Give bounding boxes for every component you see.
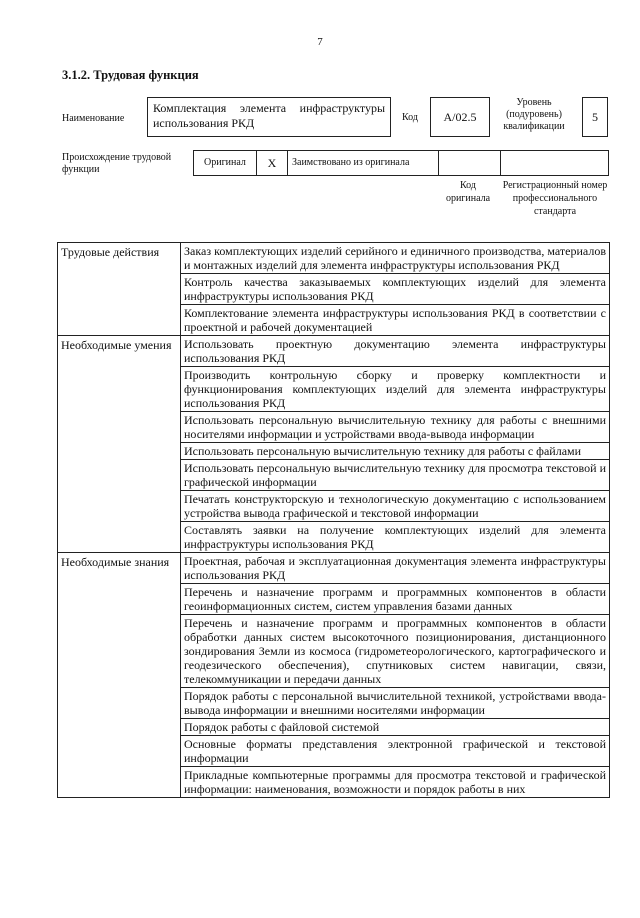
section-item: Проектная, рабочая и эксплуатационная документация элемента инфраструктуры использования РКД — [181, 553, 610, 584]
code-label: Код — [402, 112, 418, 123]
section-item: Использовать персональную вычислительную технику для работы с файлами — [181, 443, 610, 460]
section-item: Составлять заявки на получение комплектующих изделий для элемента инфраструктуры использования РКД — [181, 522, 610, 553]
original-mark-cell — [256, 150, 288, 176]
section-item: Перечень и назначение программ и программных компонентов в области геоинформационных систем, систем управления базами данных — [181, 584, 610, 615]
section-item: Заказ комплектующих изделий серийного и единичного производства, материалов и монтажных изделий для элемента инфраструктуры использования РКД — [181, 243, 610, 274]
reg-number-caption: Регистрационный номер профессионального стандарта — [502, 180, 608, 217]
section-title: Трудовые действия — [58, 243, 181, 336]
level-label: Уровень (подуровень) квалификации — [503, 97, 565, 132]
section-heading: 3.1.2. Трудовая функция — [62, 68, 199, 82]
table-row — [58, 553, 610, 584]
section-item: Контроль качества заказываемых комплектующих изделий для элемента инфраструктуры использования РКД — [181, 274, 610, 305]
table-row — [58, 336, 610, 367]
original-code-caption: Код оригинала — [445, 180, 491, 204]
reg-number-cell — [500, 150, 609, 176]
origin-label: Происхождение трудовой функции — [62, 152, 172, 175]
borrowed-label: Заимствовано из оригинала — [292, 157, 410, 168]
original-label-cell — [193, 150, 257, 176]
original-label: Оригинал — [204, 157, 246, 168]
level-value: 5 — [582, 97, 608, 137]
name-label: Наименование — [62, 113, 125, 124]
section-item: Основные форматы представления электронной графической и текстовой информации — [181, 736, 610, 767]
origin-row — [193, 150, 609, 176]
function-table — [57, 242, 610, 798]
section-item: Перечень и назначение программ и программных компонентов в области обработки данных систем высокоточного позиционирования, дистанционного зондирования Земли из космоса (гидрометеорологического, картографического и геодезического обеспечения), спутниковых систем навигации, связи, телекоммуникации и передачи данных — [181, 615, 610, 688]
table-row — [58, 243, 610, 274]
name-value: Комплектация элемента инфраструктуры использования РКД — [147, 97, 391, 137]
original-mark: X — [267, 156, 277, 170]
section-title: Необходимые знания — [58, 553, 181, 798]
section-item: Порядок работы с персональной вычислительной техникой, устройствами ввода-вывода информации и внешними носителями информации — [181, 688, 610, 719]
section-item: Использовать персональную вычислительную технику для работы с внешними носителями информации и устройствами ввода-вывода информации — [181, 412, 610, 443]
section-item: Прикладные компьютерные программы для просмотра текстовой и графической информации: наименования, возможности и порядок работы в них — [181, 767, 610, 798]
section-item: Печатать конструкторскую и технологическую документацию с использованием устройства вывода графической и текстовой информации — [181, 491, 610, 522]
section-item: Производить контрольную сборку и проверку комплектности и функционирования комплектующих изделий для элемента инфраструктуры использования РКД — [181, 367, 610, 412]
code-value: А/02.5 — [430, 97, 490, 137]
section-title: Необходимые умения — [58, 336, 181, 553]
borrowed-label-cell — [287, 150, 439, 176]
page-number: 7 — [317, 36, 323, 48]
section-item: Комплектование элемента инфраструктуры использования РКД в соответствии с проектной и рабочей документацией — [181, 305, 610, 336]
original-code-cell — [438, 150, 501, 176]
section-item: Использовать проектную документацию элемента инфраструктуры использования РКД — [181, 336, 610, 367]
section-item: Использовать персональную вычислительную технику для просмотра текстовой и графической информации — [181, 460, 610, 491]
section-item: Порядок работы с файловой системой — [181, 719, 610, 736]
